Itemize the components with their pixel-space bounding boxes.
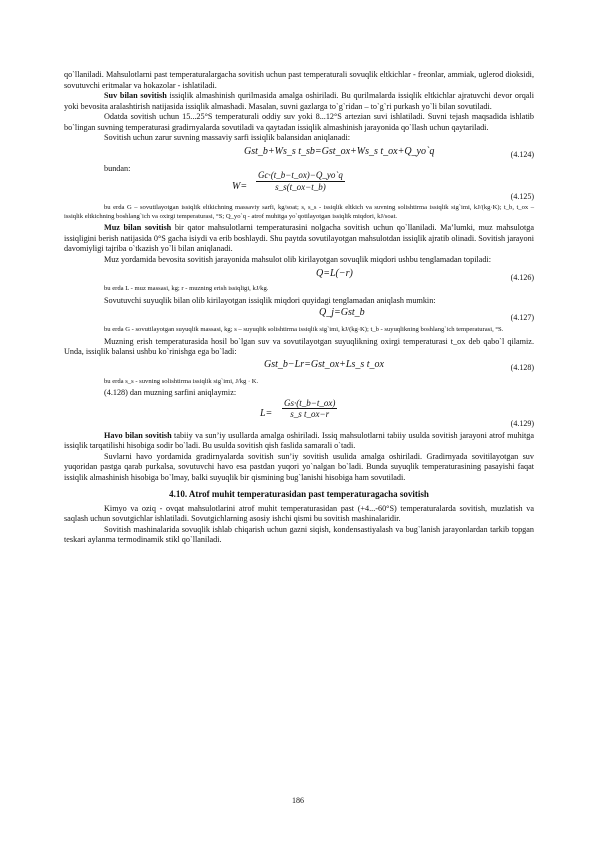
- section-heading: 4.10. Atrof muhit temperaturasidan past temperaturagacha sovitish: [169, 489, 429, 500]
- equation-number: (4.126): [510, 273, 534, 283]
- equation-number: (4.128): [510, 362, 534, 372]
- paragraph: bundan:: [104, 163, 131, 173]
- note: bu erda L - muz massasi, kg; r - muzning erish issiqligi, kJ/kg.: [104, 285, 269, 293]
- paragraph: Suv bilan sovitish issiqlik almashinish qurilmasida amalga oshiriladi. Bu qurilmalarda issiqlik eltkichlar ajratuvchi devor orqali yoki bevosita aralashtirish natijasida issiqlik almashadi. Masalan, suvni gazlarga to`g`ridan – to`g`ri purkash yo`li bilan sovutiladi.: [64, 91, 534, 111]
- paragraph: qo`llaniladi. Mahsulotlarni past temperaturalargacha sovitish uchun past temperaturali sovuqlik eltkichlar - freonlar, ammiak, uglerod dioksidi, sovutuvchi eritmalar va hokazolar - ishlatiladi.: [64, 70, 534, 90]
- paragraph: (4.128) dan muzning sarfini aniqlaymiz:: [104, 388, 237, 398]
- note: bu erda G - sovutilayotgan suyuqlik massasi, kg; s – suyuqlik solishtirma issiqlik sig`imi, kJ/(kg·K); t_b - suyuqlikning boshlang`ich temperaturasi, °S.: [104, 326, 504, 334]
- equation-4-128: [64, 358, 534, 378]
- paragraph: Kimyo va oziq - ovqat mahsulotlarini atrof muhit temperaturasidan past (+4...-60°S) temperaturalarda sovitish, muzlatish va saqlash uchun sovutgichlar ishlatiladi. Sovutgichlarning asosiy ishchi qismi bu sovitish mashinalaridir.: [64, 503, 534, 524]
- equation-text: Gst_b−Lr=Gst_ox+Ls_s t_ox: [264, 358, 384, 370]
- equation-4-125: [64, 170, 534, 204]
- paragraph: Odatda sovitish uchun 15...25°S temperaturali oddiy suv yoki 8...12°S artezian suvi ishlatiladi. Suvni tejash maqsadida ishlatib bo`lingan suvning temperaturasi gradirnyalarda sovutiladi va qaytadan issiqlik almashinish jarayonida qo`llash uchun qaytariladi.: [64, 112, 534, 132]
- term-bold: Suv bilan sovitish: [104, 91, 167, 100]
- page-body: [64, 70, 534, 546]
- paragraph: Sovitish uchun zarur suvning massaviy sarfi issiqlik balansidan aniqlanadi:: [104, 133, 351, 142]
- note: bu erda G – sovutilayotgan issiqlik eltkichning massaviy sarfi, kg/soat; s, s_s - issiqlik eltkich va suvning solishtirma issiqlik sig`imi, kJ/(kg·K); t_b, t_ox – issiqlik eltkichning boshlang`ich va oxirgi temperaturasi, °S; Q_yo`q - atrof muhitga yo`qotilayotgan issiqlik miqdori, kJ/soat.: [64, 204, 534, 220]
- paragraph: Suvlarni havo yordamida gradirnyalarda sovitish sun’iy sovitish usulida amalga oshiriladi. Gradirnyada sovitilayotgan suv yuqoridan pastga qarab purkalsa, sovutuvchi havo esa pastdan yuqori yo`nalgan bo`ladi. Bunda suyuqlik temperaturasining pasayishi faqat issiqlik almashinish hisobiga bo`lmay, balki suyuqlik bir qismining bug`lanishi hisobiga ham sovutiladi.: [64, 451, 534, 482]
- equation-lhs: L=: [260, 407, 273, 419]
- equation-text: Q=L(−r): [316, 268, 353, 280]
- paragraph: Muz yordamida bevosita sovitish jarayonida mahsulot olib kirilayotgan sovuqlik miqdori ushbu tenglamadan topiladi:: [104, 254, 492, 264]
- equation-4-124: [64, 144, 534, 164]
- fraction-numerator: Gs·(t_b−t_ox): [284, 397, 336, 408]
- fraction-denominator: s_s t_ox−r: [290, 409, 330, 420]
- equation-number: (4.124): [510, 149, 534, 159]
- equation-number: (4.127): [510, 313, 534, 323]
- fraction-numerator: Gc·(t_b−t_ox)−Q_yo`q: [258, 170, 343, 180]
- paragraph: Sovitish mashinalarida sovuqlik ishlab chiqarish uchun gazni siqish, kondensastiyalash va bug`lanish jarayonlardan tarkib topgan teskari aylanma termodinamik stikl qo`llaniladi.: [64, 524, 534, 545]
- note: bu erda s_s - suvning solishtirma issiqlik sig`imi, J/kg · K.: [104, 377, 259, 385]
- paragraph: Muzning erish temperaturasida hosil bo`lgan suv va sovutilayotgan suyuqlikning oxirgi temperaturasi t_ox deb qabo`l qilamiz. Unda, issiqlik balansi ushbu ko`rinishga ega bo`ladi:: [64, 336, 534, 357]
- equation-4-126: [64, 265, 534, 285]
- equation-text: Gst_b+Ws_s t_sb=Gst_ox+Ws_s t_ox+Q_yo`q: [244, 145, 435, 157]
- equation-4-129: [64, 399, 534, 431]
- paragraph: Havo bilan sovitish tabiiy va sun’iy usullarda amalga oshiriladi. Issiq mahsulotlarni tabiiy usulda sovitish jarayoni atrof muhitga issiqlik tarqatilishi hisobiga sodir bo`ladi. Bu usulda sovitish qish faslida samarali o`tadi.: [64, 430, 534, 451]
- term-bold: Muz bilan sovitish: [104, 223, 172, 233]
- equation-4-127: [64, 306, 534, 326]
- paragraph: Sovutuvchi suyuqlik bilan olib kirilayotgan issiqlik miqdori quyidagi tenglamadan aniqlash mumkin:: [104, 295, 436, 305]
- equation-lhs: W=: [232, 181, 248, 192]
- fraction: [282, 398, 337, 420]
- paragraph: Muz bilan sovitish bir qator mahsulotlarni temperaturasini nolgacha sovitish uchun qo`llaniladi. Ma’lumki, muz mahsulotga issiqligini berish natijasida 0°S gacha isiydi va erib boshlaydi. Shu paytda sovutilayotgan mahsulotdan issiqlik ajratib olinadi. Sovitish jarayoni davomiyligi tajriba o`tkazish yo`li bilan aniqlanadi.: [64, 223, 534, 254]
- equation-number: (4.129): [510, 418, 534, 428]
- term-bold: Havo bilan sovitish: [104, 430, 172, 440]
- page-number: 186: [292, 796, 304, 805]
- equation-number: (4.125): [510, 192, 534, 201]
- equation-text: Q_j=Gst_b: [319, 307, 365, 319]
- fraction-denominator: s_s(t_ox−t_b): [275, 181, 326, 192]
- fraction: [256, 170, 345, 192]
